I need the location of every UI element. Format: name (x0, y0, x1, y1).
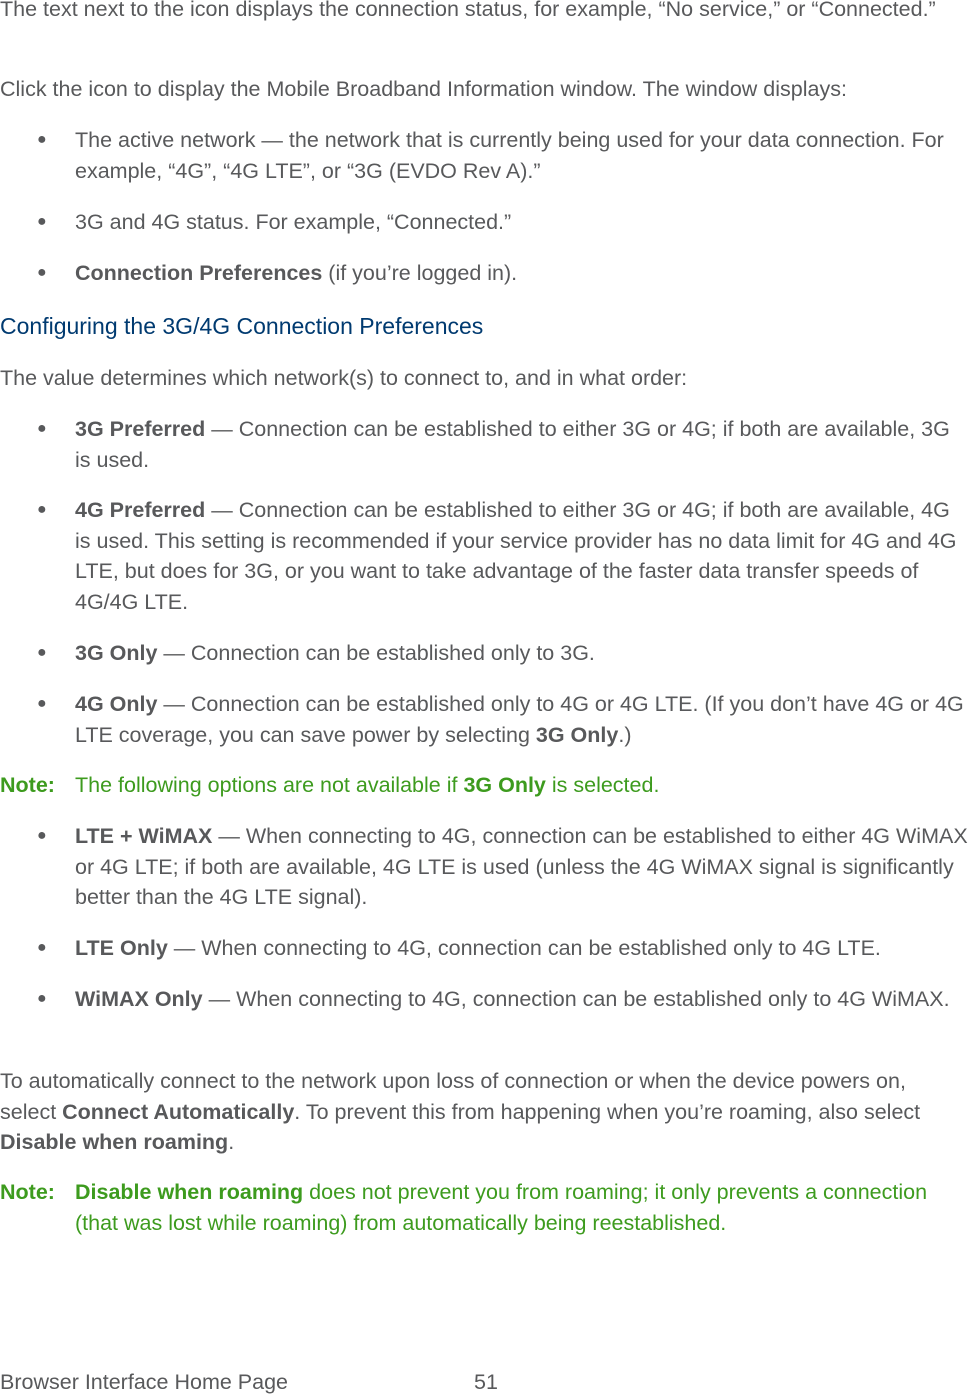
auto-connect-paragraph: To automatically connect to the network upon loss of connection or when the device powers on, select Connect Automatically. To prevent this from happening when you’re roaming, also select Disable when roaming. (0, 1069, 921, 1154)
bullet-icon: ● (37, 990, 47, 1007)
list-item-text: 3G Only — Connection can be established only to 3G. (75, 641, 595, 665)
list-item-text: The active network — the network that is currently being used for your data connection. For example, “4G”, “4G LTE”, or “3G (EVDO Rev A).” (75, 128, 944, 183)
status-paragraph: The text next to the icon displays the connection status, for example, “No service,” or “Connected.” (0, 0, 936, 21)
bullet-icon: ● (37, 420, 47, 437)
page-number: 51 (474, 1370, 498, 1394)
bullet-icon: ● (37, 131, 47, 148)
section-heading: Configuring the 3G/4G Connection Preferences (0, 313, 484, 339)
list-item-text: 3G Preferred — Connection can be established to either 3G or 4G; if both are available, 3G is used. (75, 417, 950, 472)
note-text: Disable when roaming does not prevent you from roaming; it only prevents a connection (that was lost while roaming) from automatically being reestablished. (75, 1180, 928, 1235)
list-item-text: 4G Only — Connection can be established only to 4G or 4G LTE. (If you don’t have 4G or 4G LTE coverage, you can save power by selecting 3G Only.) (75, 692, 964, 747)
bullet-icon: ● (37, 213, 47, 230)
bullet-icon: ● (37, 501, 47, 518)
list-item-text: WiMAX Only — When connecting to 4G, connection can be established only to 4G WiMAX. (75, 987, 950, 1011)
list-item-text: Connection Preferences (if you’re logged in). (75, 261, 518, 285)
bullet-icon: ● (37, 644, 47, 661)
bullet-icon: ● (37, 827, 47, 844)
list-item-text: LTE Only — When connecting to 4G, connection can be established only to 4G LTE. (75, 936, 881, 960)
list-item-text: 4G Preferred — Connection can be established to either 3G or 4G; if both are available, 4G is used. This setting is recommended if your service provider has no data limit for 4G and 4G LTE, but does for 3G, or you want to take advantage of the faster data transfer speeds of 4G/4G LTE. (75, 498, 957, 614)
bullet-icon: ● (37, 695, 47, 712)
footer-title: Browser Interface Home Page (0, 1370, 288, 1394)
note-text: The following options are not available if 3G Only is selected. (75, 773, 660, 797)
click-icon-paragraph: Click the icon to display the Mobile Broadband Information window. The window displays: (0, 77, 847, 101)
note-label: Note: (0, 1180, 55, 1204)
value-determines-paragraph: The value determines which network(s) to connect to, and in what order: (0, 366, 688, 390)
note-label: Note: (0, 773, 55, 797)
bullet-icon: ● (37, 264, 47, 281)
bullet-icon: ● (37, 939, 47, 956)
list-item-text: 3G and 4G status. For example, “Connected.” (75, 210, 512, 234)
list-item-text: LTE + WiMAX — When connecting to 4G, connection can be established to either 4G WiMAX or 4G LTE; if both are available, 4G LTE is used (unless the 4G WiMAX signal is significantly better than the 4G LTE signal). (75, 824, 968, 909)
